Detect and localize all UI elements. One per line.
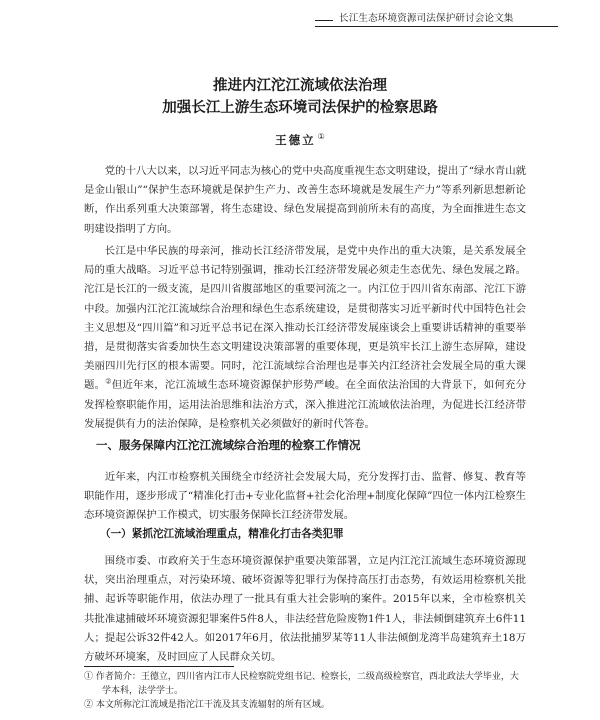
- author-footnote-mark: ①: [317, 132, 325, 142]
- author-name: 王德立: [275, 133, 316, 147]
- footnotes: [84, 670, 526, 712]
- paragraph-2-part-1: 长江是中华民族的母亲河，推动长江经济带发展，是党中央作出的重大决策，是关系发展全局的重大战略。习近平总书记特别强调，推动长江经济带发展必须走生态优先、绿色发展之路。沱江是长江的一级支流，是四川省腹部地区的重要河流之一。内江位于四川省东南部、沱江下游中段。加强内江沱江流域综合治理和绿色生态系统建设，是贯彻落实习近平新时代中国特色社会主义思想及“四川篇”和习近平总书记在深入推动长江经济带发展座谈会上重要讲话精神的重要举措，是贯彻落实省委加快生态文明建设决策部署的重要体现，更是筑牢长江上游生态屏障，建设美丽四川先行区的根本需要。同时，沱江流域综合治理也是事关内江经济社会发展全局的重大课题。: [84, 245, 526, 392]
- footnote-1-text: 作者简介：王德立，四川省内江市人民检察院党组书记、检察长，二级高级检察官，西北政法大学毕业，大学本科，法学学士。: [95, 672, 519, 696]
- title-line-1: 推进内江沱江流域依法治理: [213, 78, 387, 94]
- paragraph-2: [84, 242, 526, 434]
- paragraph-2-part-2: 但近年来，沱江流域生态环境资源保护形势严峻。在全面依法治国的大背景下，如何充分发挥检察职能作用，运用法治思维和法治方式，深入推进沱江流域依法治理，为促进长江经济带发展提供有力的法治保障，是检察机关必须做好的新时代答卷。: [84, 379, 527, 430]
- footnote-2-ref: ②: [105, 377, 112, 386]
- paragraph-4: 围绕市委、市政府关于生态环境资源保护重要决策部署，立足内江沱江流域生态环境资源现状，突出治理重点，对污染环境、破坏资源等犯罪行为保持高压打击态势，有效运用检察机关批捕、起诉等职能作用，依法办理了一批具有重大社会影响的案件。2015年以来，全市检察机关共批准逮捕破坏环境资源犯罪案件5件8人，非法经营危险废物1件1人，非法倾倒建筑弃土6件11人；提起公诉32件42人。如2017年6月，依法批捕罗某等11人非法倾倒龙湾半岛建筑弃土18万方破坏环境案，及时回应了人民群众关切。: [84, 555, 526, 664]
- header-underline: [315, 26, 558, 27]
- footnote-1: [84, 670, 526, 698]
- paragraph-3: 近年来，内江市检察机关围绕全市经济社会发展大局，充分发挥打击、监督、修复、教育等职能作用，逐步形成了“精准化打击+专业化监督+社会化治理+制度化保障”四位一体内江检察生态环境资源保护工作模式，切实服务保障长江经济带发展。: [84, 471, 526, 522]
- section-1-heading: 一、服务保障内江沱江流域综合治理的检察工作情况: [96, 438, 361, 452]
- paragraph-1: 党的十八大以来，以习近平同志为核心的党中央高度重视生态文明建设，提出了“绿水青山就是金山银山”“保护生态环境就是保护生产力、改善生态环境就是发展生产力”等系列新思想新论断，作出系列重大决策部署，将生态建设、绿色发展提高到前所未有的高度，为全面推进生态文明建设指明了方向。: [84, 165, 526, 235]
- footnote-rule: [84, 666, 234, 667]
- footnote-2-mark: ②: [84, 700, 94, 710]
- paragraph-2-block: [84, 242, 526, 434]
- running-header: [315, 10, 558, 24]
- title-line-2: 加强长江上游生态环境司法保护的检察思路: [162, 100, 438, 116]
- running-header-text: 长江生态环境资源司法保护研讨会论文集: [339, 13, 514, 24]
- paragraph-4-block: [84, 552, 526, 667]
- header-rule: [315, 20, 333, 21]
- subsection-1-heading: （一）紧抓沱江流域治理重点，精准化打击各类犯罪: [100, 528, 344, 540]
- author: [0, 132, 600, 148]
- footnote-2-text: 本文所称沱江流域是指沱江干流及其支流辐射的所有区域。: [95, 700, 330, 710]
- footnote-2: [84, 698, 526, 712]
- paragraph-1-block: [84, 162, 526, 239]
- paragraph-3-block: [84, 468, 526, 526]
- footnote-1-mark: ①: [84, 672, 94, 682]
